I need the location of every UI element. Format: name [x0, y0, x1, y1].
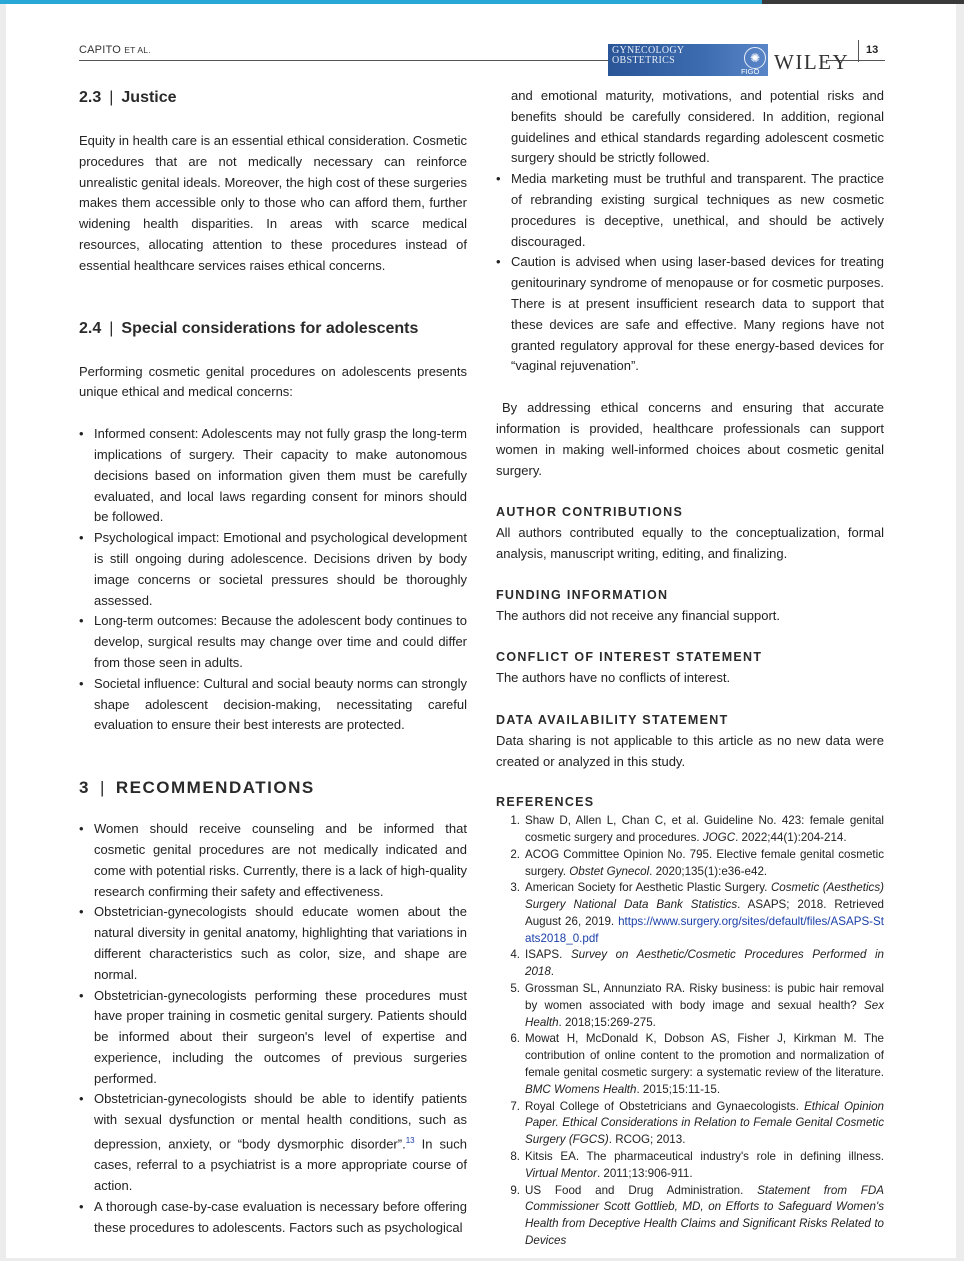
- list-item: • Psychological impact: Emotional and psychological development is still ongoing during adolescence. Decisions driven by body image concerns or societal pressures should be thoroughly assessed.: [79, 528, 467, 611]
- list-item: [79, 1089, 467, 1196]
- reference-details: . RCOG; 2013.: [608, 1133, 686, 1147]
- closing-paragraph: By addressing ethical concerns and ensuring that accurate information is provided, healthcare professionals can support women in making well-informed choices about cosmetic genital surgery.: [496, 400, 884, 478]
- figo-label: FIGO: [741, 67, 760, 76]
- item-text: Obstetrician-gynecologists should be able to identify patients with sexual dysfunction or mental health conditions, such as depression, anxiety, or “body dysmorphic disorder”.: [94, 1091, 467, 1152]
- reference-details: . 2020;135(1):e36-e42.: [649, 864, 768, 878]
- list-item: • Caution is advised when using laser-based devices for treating genitourinary syndrome of menopause or for cosmetic purposes. There is at present insufficient research data to support that these devices are safe and effective. Many regions have not granted regulatory approval for these energy-based devices for “vaginal rejuvenation”.: [496, 252, 884, 377]
- reference-details: . 2022;44(1):204-214.: [735, 830, 847, 844]
- section-title: Special considerations for adolescents: [121, 319, 419, 337]
- reference-details: . 2018;15:269-275.: [558, 1015, 656, 1029]
- journal-title-line1: GYNECOLOGY: [612, 45, 685, 56]
- reference-text: American Society for Aesthetic Plastic Surgery.: [525, 881, 771, 895]
- reference-text: Shaw D, Allen L, Chan C, et al. Guideline No. 423: female genital cosmetic surgery and procedures.: [525, 814, 884, 844]
- reference-source: Sex Health: [525, 998, 884, 1029]
- reference-text: ISAPS.: [525, 948, 571, 962]
- list-item: • Obstetrician-gynecologists performing these procedures must have proper training in cosmetic genital surgery. Patients should be informed about their surgeon's level of expertise and experience, including the outcomes of previous surgeries performed.: [79, 986, 467, 1090]
- reference-item: [496, 1149, 884, 1183]
- reference-source: Obstet Gynecol: [569, 864, 650, 878]
- reference-number: 6.: [510, 1032, 520, 1046]
- running-head-authors: CAPITO: [79, 44, 121, 56]
- right-column: [496, 86, 884, 1250]
- adolescents-intro: Performing cosmetic genital procedures on adolescents presents unique ethical and medical concerns:: [79, 363, 467, 400]
- running-head: [79, 44, 151, 56]
- list-item: • A thorough case-by-case evaluation is necessary before offering these procedures to adolescents. Factors such as psychological: [79, 1197, 467, 1239]
- paper-page: [6, 4, 956, 1258]
- reference-item: [496, 947, 884, 981]
- reference-text: Kitsis EA. The pharmaceutical industry's role in defining illness.: [525, 1150, 884, 1164]
- reference-text: Royal College of Obstetricians and Gynaecologists.: [525, 1099, 805, 1113]
- section-3-heading: 3 | RECOMMENDATIONS: [79, 778, 315, 798]
- reference-number: 5.: [510, 982, 520, 996]
- reference-details: . ASAPS; 2018. Retrieved August 26, 2019.: [525, 898, 884, 928]
- running-head-etal: ET AL.: [124, 45, 151, 55]
- reference-source: Survey on Aesthetic/Cosmetic Procedures Performed in 2018: [525, 948, 884, 979]
- section-number: 2.3: [79, 89, 102, 106]
- references-heading: REFERENCES: [496, 795, 595, 810]
- page-number-divider: [858, 40, 859, 62]
- data-availability-heading: DATA AVAILABILITY STATEMENT: [496, 712, 729, 727]
- reference-details: . 2011;13:906-911.: [596, 1166, 693, 1180]
- reference-number: 8.: [510, 1150, 520, 1164]
- reference-item: [496, 847, 884, 881]
- section-number: 2.4: [79, 319, 102, 337]
- reference-number: 9.: [510, 1183, 520, 1197]
- reference-item: [496, 813, 884, 847]
- reference-source: Ethical Opinion Paper. Ethical Considerations in Relation to Female Genital Cosmetic Surgery (FGCS): [525, 1099, 884, 1147]
- reference-source: JOGC: [702, 830, 736, 844]
- reference-number: 2.: [510, 847, 520, 861]
- reference-number: 4.: [510, 948, 520, 962]
- references-list: [496, 813, 884, 1250]
- list-item: • Media marketing must be truthful and transparent. The practice of rebranding existing surgical techniques as new cosmetic procedures is deceptive, unethical, and should be actively discouraged.: [496, 169, 884, 252]
- publisher-logo: WILEY: [774, 50, 850, 74]
- funding-heading: FUNDING INFORMATION: [496, 587, 669, 602]
- continued-paragraph: and emotional maturity, motivations, and potential risks and benefits should be carefully considered. In addition, regional guidelines and ethical standards regarding adolescent cosmetic surgery should be strictly followed.: [511, 88, 884, 166]
- reference-item: [496, 1183, 884, 1250]
- header-rule: [79, 60, 619, 61]
- reference-details: .: [550, 965, 555, 979]
- reference-item: [496, 1099, 884, 1149]
- citation-link[interactable]: 13: [405, 1136, 415, 1146]
- section-title: RECOMMENDATIONS: [115, 778, 315, 798]
- reference-source: Cosmetic (Aesthetics) Surgery National Data Bank Statistics: [525, 881, 885, 912]
- reference-source: BMC Womens Health: [525, 1082, 637, 1096]
- reference-source: Statement from FDA Commissioner Scott Gottlieb, MD, on Efforts to Safeguard Women's Health from Deceptive Health Claims and Significant Risks Related to Devices: [525, 1183, 884, 1248]
- journal-title-line2: OBSTETRICS: [612, 55, 676, 66]
- list-item: • Women should receive counseling and be informed that cosmetic genital procedures are not medically indicated and come with potential risks. Currently, there is a lack of high-quality research confirming their safety and effectiveness.: [79, 819, 467, 902]
- reference-item: [496, 880, 884, 947]
- list-item: • Long-term outcomes: Because the adolescent body continues to develop, surgical results may change over time and could differ from those seen in adults.: [79, 611, 467, 673]
- reference-details: . 2015;15:11-15.: [636, 1082, 721, 1096]
- conflict-of-interest-heading: CONFLICT OF INTEREST STATEMENT: [496, 650, 763, 665]
- conflict-of-interest-text: The authors have no conflicts of interest.: [496, 670, 731, 686]
- reference-number: 3.: [510, 881, 520, 895]
- data-availability-text: Data sharing is not applicable to this article as no new data were created or analyzed in this study.: [496, 732, 884, 769]
- reference-source: Virtual Mentor: [525, 1166, 597, 1180]
- recommendations-list: [79, 819, 467, 1238]
- list-item: • Obstetrician-gynecologists should educate women about the natural diversity in genital anatomy, highlighting that variations in different characteristics such as color, size, and shape are normal.: [79, 902, 467, 985]
- item-text: In such cases, referral to a psychiatrist is a more appropriate course of action.: [94, 1136, 467, 1193]
- reference-number: 7.: [510, 1099, 520, 1113]
- justice-paragraph: Equity in health care is an essential ethical consideration. Cosmetic procedures that are not medically necessary can reinforce unrealistic genital ideals. Moreover, the high cost of these surgeries makes them accessible only to those who can afford them, further widening health disparities. In areas with scarce medical resources, allocating attention to these procedures instead of essential healthcare services raises ethical concerns.: [79, 133, 467, 273]
- page-number: 13: [866, 44, 879, 56]
- journal-logo: [608, 44, 768, 76]
- reference-text: Mowat H, McDonald K, Dobson AS, Fisher J, Kirkman M. The contribution of online content to the promotion and normalization of female genital cosmetic surgery: a systematic review of the literature.: [525, 1032, 884, 1080]
- section-2-4-heading: 2.4 | Special considerations for adolescents: [79, 319, 419, 337]
- figo-emblem-icon: ✺: [744, 47, 766, 69]
- author-contributions-heading: AUTHOR CONTRIBUTIONS: [496, 505, 684, 520]
- reference-number: 1.: [510, 814, 520, 828]
- section-number: 3: [79, 778, 90, 798]
- recommendations-list-continued: [496, 169, 884, 377]
- left-column: [79, 86, 467, 1238]
- reference-text: US Food and Drug Administration.: [525, 1183, 758, 1197]
- reference-link[interactable]: https://www.surgery.org/sites/default/files/ASAPS-Stats2018_0.pdf: [525, 914, 884, 945]
- author-contributions-text: All authors contributed equally to the conceptualization, formal analysis, manuscript writing, editing, and finalizing.: [496, 525, 884, 561]
- section-2-3-heading: 2.3 | Justice: [79, 89, 177, 106]
- reference-item: [496, 1031, 884, 1098]
- list-item: • Informed consent: Adolescents may not fully grasp the long-term implications of surgery. Their capacity to make autonomous decisions based on information given them must be carefully evaluated, and local laws regarding consent for minors should be followed.: [79, 424, 467, 528]
- reference-text: ACOG Committee Opinion No. 795. Elective female genital cosmetic surgery.: [525, 847, 884, 878]
- section-title: Justice: [121, 89, 177, 106]
- adolescent-considerations-list: [79, 424, 467, 736]
- funding-text: The authors did not receive any financial support.: [496, 607, 781, 623]
- reference-item: [496, 981, 884, 1031]
- list-item: • Societal influence: Cultural and social beauty norms can strongly shape adolescent decision-making, necessitating careful evaluation to ensure their best interests are protected.: [79, 674, 467, 736]
- reference-text: Grossman SL, Annunziato RA. Risky business: is pubic hair removal by women associated with body image and sexual health?: [525, 982, 884, 1012]
